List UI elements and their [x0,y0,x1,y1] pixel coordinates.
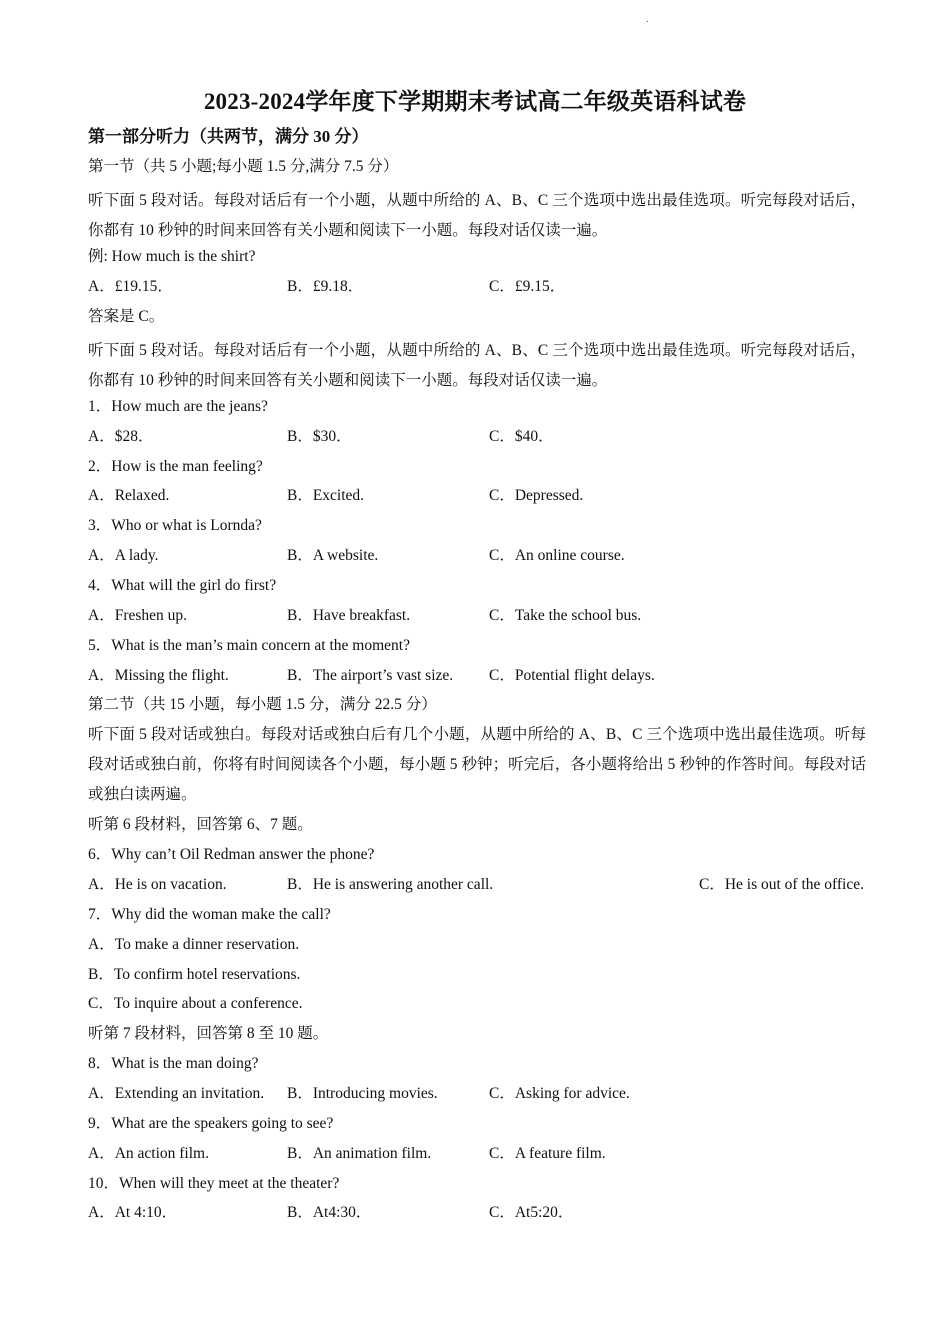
option-b: B．$30． [287,428,352,445]
option-c: C．A feature film. [489,1145,606,1162]
question-10: 10．When will they meet at the theater? [88,1175,340,1192]
top-mark: . [646,14,649,25]
example-options [88,277,868,297]
question-5: 5．What is the man’s main concern at the moment? [88,637,410,654]
option-c: C．At5:20． [489,1204,574,1221]
option-c: C．He is out of the office. [698,876,864,893]
question-7-option-a: A．To make a dinner reservation. [88,936,300,953]
section1-instruction-1: 听下面 5 段对话。每段对话后有一个小题，从题中所给的 A、B、C 三个选项中选出最佳选项。听完每段对话后，你都有 10 秒钟的时间来回答有关小题和阅读下一小题。每段对话仅读一遍。 [88,192,866,239]
option-a: A．£19.15． [88,278,173,295]
material-6-instruction: 听第 6 段材料，回答第 6、7 题。 [88,816,313,833]
section1-instruction-2: 听下面 5 段对话。每段对话后有一个小题，从题中所给的 A、B、C 三个选项中选出最佳选项。听完每段对话后，你都有 10 秒钟的时间来回答有关小题和阅读下一小题。每段对话仅读一遍。 [88,342,866,389]
option-a: A．Relaxed. [88,487,170,504]
question-1-options [88,427,868,447]
material-7-instruction: 听第 7 段材料，回答第 8 至 10 题。 [88,1025,329,1042]
page-title: 2023-2024学年度下学期期末考试高二年级英语科试卷 [203,89,747,114]
question-2: 2．How is the man feeling? [88,458,263,475]
question-6: 6．Why can’t Oil Redman answer the phone? [88,846,375,863]
option-a: A．Missing the flight. [88,667,229,684]
question-2-options [88,486,868,506]
option-c: C．Asking for advice. [489,1085,630,1102]
question-9-options [88,1144,868,1164]
option-b: B．At4:30． [287,1204,372,1221]
question-3: 3．Who or what is Lornda? [88,517,262,534]
option-a: A．$28． [88,428,154,445]
question-8-options [88,1084,868,1104]
option-c: C．Potential flight delays. [489,667,655,684]
question-7: 7．Why did the woman make the call? [88,906,331,923]
option-a: A．He is on vacation. [88,876,227,893]
question-10-options [88,1203,868,1223]
option-b: B．Have breakfast. [287,607,411,624]
option-b: B．£9.18． [287,278,364,295]
option-a: A．A lady. [88,547,159,564]
option-a: A．Extending an invitation. [88,1085,265,1102]
question-8: 8．What is the man doing? [88,1055,259,1072]
question-4-options [88,606,868,626]
option-a: A．Freshen up. [88,607,188,624]
option-c: C．$40． [489,428,554,445]
question-4: 4．What will the girl do first? [88,577,277,594]
option-b: B．The airport’s vast size. [287,667,454,684]
question-1: 1．How much are the jeans? [88,398,268,415]
option-b: B．A website. [287,547,379,564]
question-3-options [88,546,868,566]
question-7-option-c: C．To inquire about a conference. [88,995,303,1012]
question-9: 9．What are the speakers going to see? [88,1115,334,1132]
example-question: 例: How much is the shirt? [88,248,256,265]
option-a: A．An action film. [88,1145,209,1162]
section2-heading: 第二节（共 15 小题，每小题 1.5 分，满分 22.5 分） [88,696,437,713]
option-b: B．An animation film. [287,1145,432,1162]
question-6-options [88,875,868,895]
section1-heading: 第一节（共 5 小题;每小题 1.5 分,满分 7.5 分） [88,158,399,175]
example-answer: 答案是 C。 [88,308,165,325]
option-c: C．£9.15． [489,278,566,295]
option-c: C．An online course. [489,547,625,564]
part1-heading: 第一部分听力（共两节，满分 30 分） [88,127,369,146]
option-c: C．Take the school bus. [489,607,642,624]
option-a: A．At 4:10． [88,1204,178,1221]
question-7-option-b: B．To confirm hotel reservations. [88,966,301,983]
option-b: B．Introducing movies. [287,1085,438,1102]
section2-instruction: 听下面 5 段对话或独白。每段对话或独白后有几个小题，从题中所给的 A、B、C 三个选项中选出最佳选项。听每段对话或独白前，你将有时间阅读各个小题，每小题 5 秒钟；听完后，各小题将给出 5 秒钟的作答时间。每段对话或独白读两遍。 [88,726,866,803]
option-b: B．Excited. [287,487,365,504]
option-c: C．Depressed. [489,487,584,504]
option-b: B．He is answering another call. [287,876,494,893]
question-5-options [88,666,868,686]
